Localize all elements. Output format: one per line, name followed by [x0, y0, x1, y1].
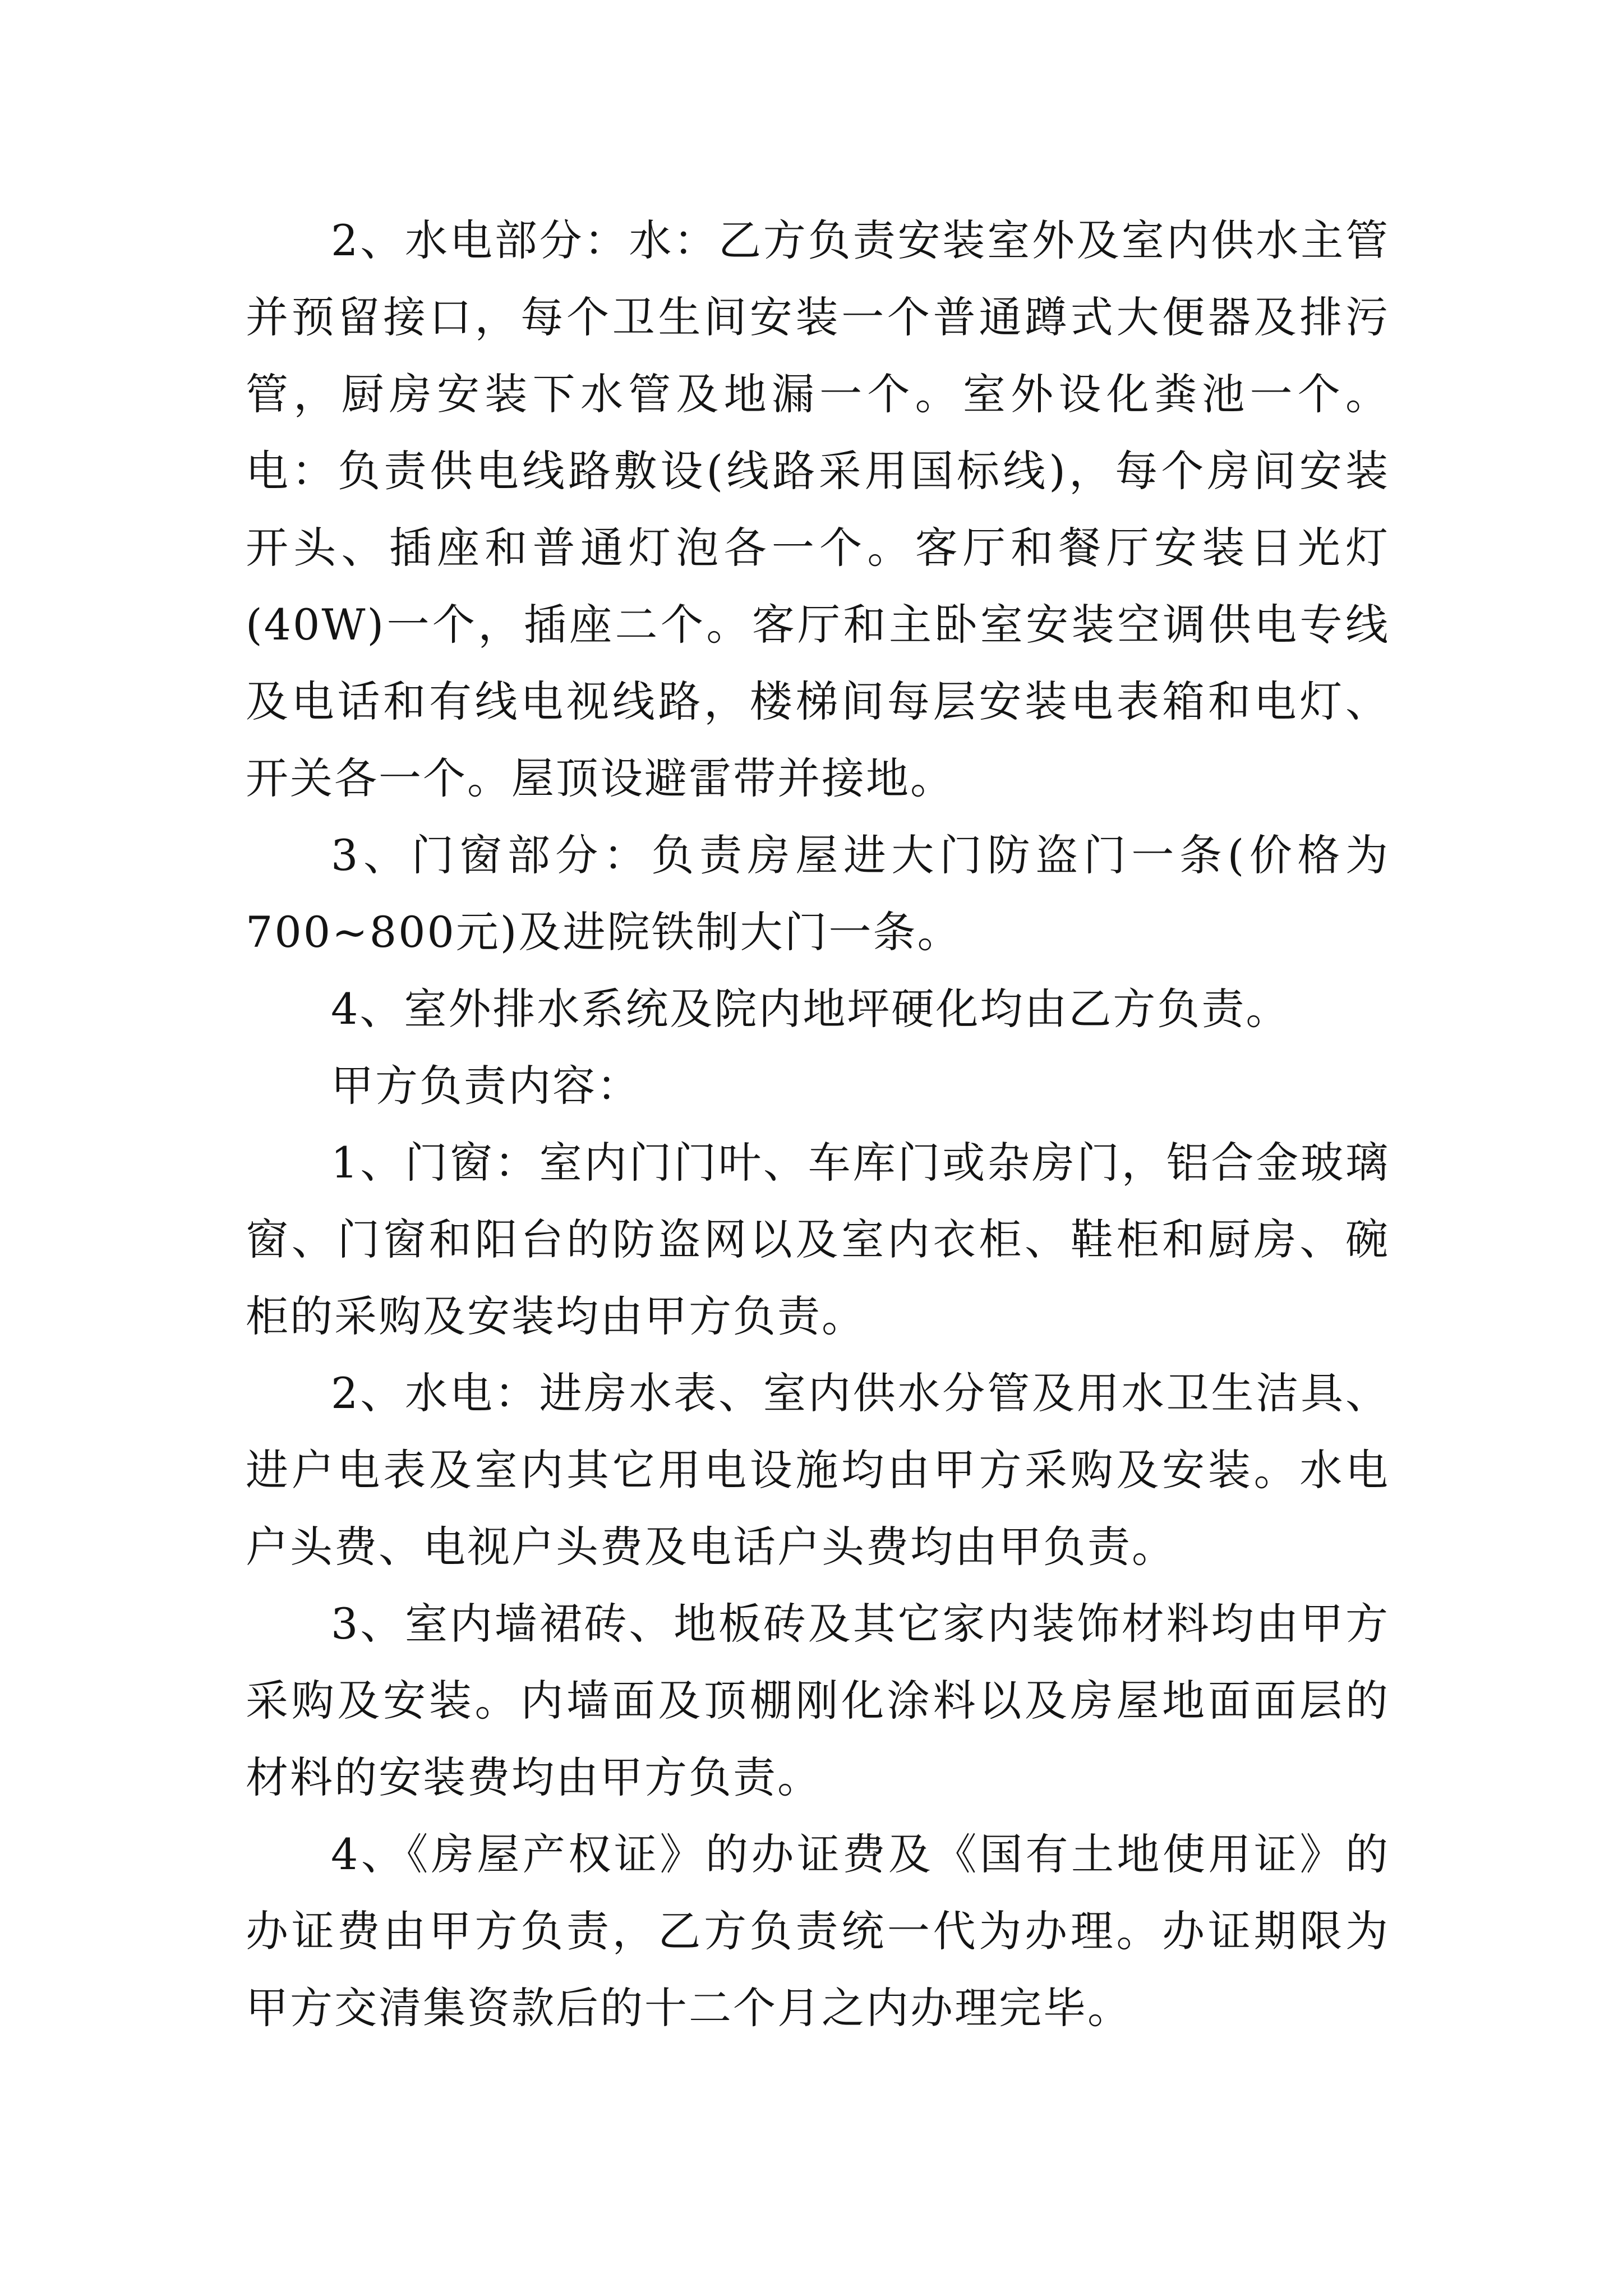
paragraph-water-electric: 2、水电部分：水：乙方负责安装室外及室内供水主管并预留接口，每个卫生间安装一个普通蹲式大便器及排污管，厨房安装下水管及地漏一个。室外设化粪池一个。电：负责供电线路敷设(线路采用国标线)，每个房间安装开头、插座和普通灯泡各一个。客厅和餐厅安装日光灯(40W)一个，插座二个。客厅和主卧室安装空调供电专线及电话和有线电视线路，楼梯间每层安装电表箱和电灯、开关各一个。屋顶设避雷带并接地。	[246, 215, 1390, 803]
paragraph-drainage: 4、室外排水系统及院内地坪硬化均由乙方负责。	[331, 984, 1290, 1034]
paragraph-party-a-heading: 甲方负责内容：	[331, 1061, 641, 1111]
paragraph-party-a-water-electric: 2、水电：进房水表、室内供水分管及用水卫生洁具、进户电表及室内其它用电设施均由甲方采购及安装。水电户头费、电视户头费及电话户头费均由甲负责。	[246, 1368, 1390, 1572]
paragraph-party-a-decoration: 3、室内墙裙砖、地板砖及其它家内装饰材料均由甲方采购及安装。内墙面及顶棚刚化涂料以及房屋地面面层的材料的安装费均由甲方负责。	[246, 1599, 1390, 1802]
paragraph-party-a-doors: 1、门窗：室内门门叶、车库门或杂房门，铝合金玻璃窗、门窗和阳台的防盗网以及室内衣柜、鞋柜和厨房、碗柜的采购及安装均由甲方负责。	[246, 1138, 1390, 1341]
paragraph-party-a-certificates: 4、《房屋产权证》的办证费及《国有土地使用证》的办证费由甲方负责，乙方负责统一代为办理。办证期限为甲方交清集资款后的十二个月之内办理完毕。	[246, 1829, 1390, 2033]
document-body	[246, 202, 1390, 2046]
paragraph-doors-windows: 3、门窗部分：负责房屋进大门防盗门一条(价格为700~800元)及进院铁制大门一条。	[246, 830, 1390, 957]
